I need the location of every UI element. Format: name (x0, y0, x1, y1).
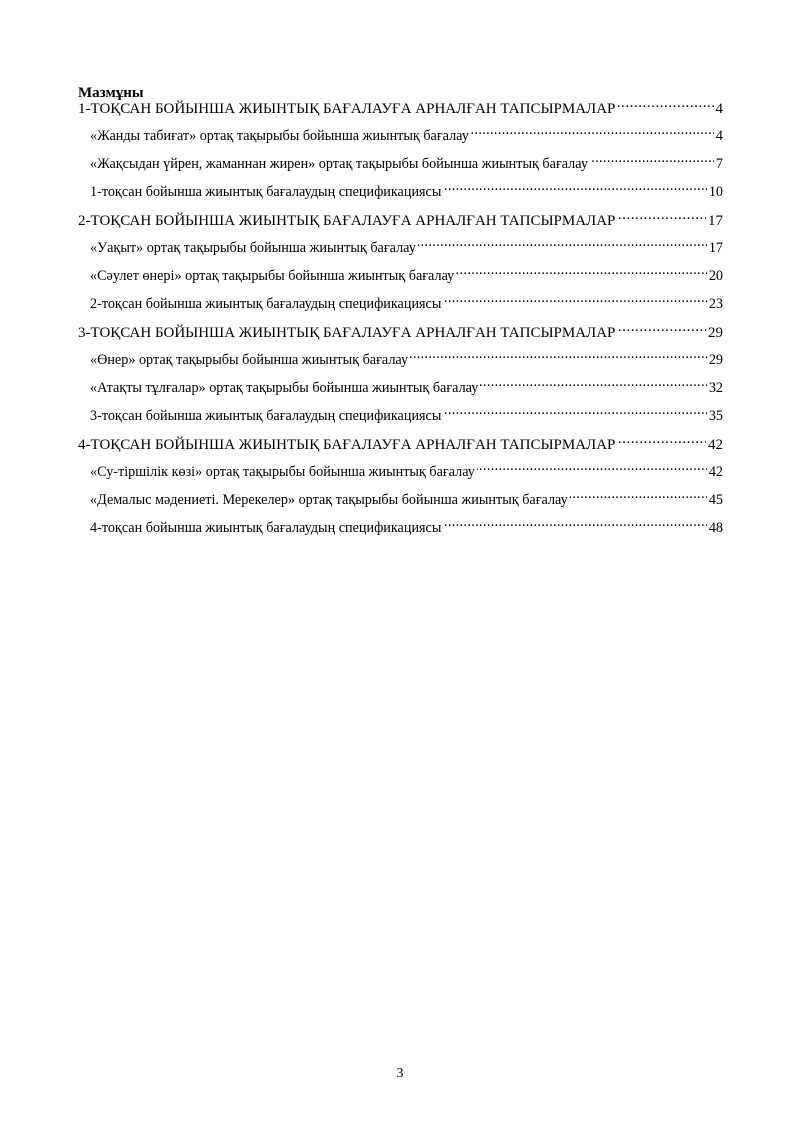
toc-entry-label: «Өнер» ортақ тақырыбы бойынша жиынтық бағалау (90, 352, 409, 369)
toc-dot-leader (480, 378, 706, 392)
toc-entry-page: 29 (708, 325, 723, 341)
toc-dot-leader (617, 322, 706, 337)
toc-entry-label: «Жанды табиғат» ортақ тақырыбы бойынша жиынтық бағалау (90, 128, 469, 145)
toc-dot-leader (617, 210, 706, 225)
toc-entry-label: 4-ТОҚСАН БОЙЫНША ЖИЫНТЫҚ БАҒАЛАУҒА АРНАЛҒАН ТАПСЫРМАЛАР (78, 437, 616, 453)
toc-entry-page: 42 (708, 464, 723, 481)
toc-entry-label: «Уақыт» ортақ тақырыбы бойынша жиынтық бағалау (90, 240, 416, 257)
toc-dot-leader (471, 126, 714, 140)
toc-entry-quarter-2[interactable] (78, 210, 723, 238)
toc-entry[interactable] (78, 238, 723, 266)
toc-entry-page: 48 (708, 520, 723, 537)
toc-dot-leader (590, 154, 714, 168)
toc-entry-page: 29 (708, 352, 723, 369)
toc-entry-label: 1-тоқсан бойынша жиынтық бағалаудың спецификациясы (90, 184, 442, 201)
toc-dot-leader (443, 406, 706, 420)
toc-entry-page: 4 (715, 128, 723, 145)
toc-entry[interactable] (78, 350, 723, 378)
toc-entry-page: 45 (708, 492, 723, 509)
toc-entry-page: 32 (708, 380, 723, 397)
toc-entry-label: 3-тоқсан бойынша жиынтық бағалаудың спецификациясы (90, 408, 442, 425)
toc-entry-quarter-3[interactable] (78, 322, 723, 350)
toc-entry-label: 3-ТОҚСАН БОЙЫНША ЖИЫНТЫҚ БАҒАЛАУҒА АРНАЛҒАН ТАПСЫРМАЛАР (78, 325, 616, 341)
toc-dot-leader (418, 238, 707, 252)
toc-dot-leader (443, 518, 706, 532)
toc-entry[interactable] (78, 490, 723, 518)
toc-entry-label: 1-ТОҚСАН БОЙЫНША ЖИЫНТЫҚ БАҒАЛАУҒА АРНАЛҒАН ТАПСЫРМАЛАР (78, 101, 616, 117)
toc-entry[interactable] (78, 126, 723, 154)
toc-dot-leader (443, 182, 706, 196)
toc-entry-page: 7 (715, 156, 723, 173)
toc-entry-page: 4 (715, 101, 723, 117)
toc-entry-quarter-4[interactable] (78, 434, 723, 462)
toc-entry-page: 17 (708, 240, 723, 257)
toc-dot-leader (617, 98, 713, 113)
toc-dot-leader (617, 434, 706, 449)
page-number: 3 (396, 1066, 404, 1081)
toc-entry[interactable] (78, 294, 723, 322)
toc-entry[interactable] (78, 182, 723, 210)
toc-entry-page: 42 (708, 437, 723, 453)
toc-entry-label: «Сәулет өнері» ортақ тақырыбы бойынша жиынтық бағалау (90, 268, 455, 285)
toc-entry-quarter-1[interactable] (78, 98, 723, 126)
toc-entry-label: 2-ТОҚСАН БОЙЫНША ЖИЫНТЫҚ БАҒАЛАУҒА АРНАЛҒАН ТАПСЫРМАЛАР (78, 213, 616, 229)
toc-title: Мазмұны (78, 85, 144, 101)
toc-dot-leader (570, 490, 707, 504)
toc-dot-leader (410, 350, 707, 364)
toc-entry[interactable] (78, 266, 723, 294)
toc-entry[interactable] (78, 518, 723, 546)
toc-entry-page: 35 (708, 408, 723, 425)
toc-entry[interactable] (78, 154, 723, 182)
table-of-contents (78, 84, 723, 546)
toc-dot-leader (477, 462, 707, 476)
toc-entry-page: 23 (708, 296, 723, 313)
toc-entry-page: 20 (708, 268, 723, 285)
toc-entry-label: 4-тоқсан бойынша жиынтық бағалаудың спецификациясы (90, 520, 442, 537)
toc-entry-label: «Жақсыдан үйрен, жаманнан жирен» ортақ тақырыбы бойынша жиынтық бағалау (90, 156, 588, 173)
toc-list (78, 98, 723, 546)
toc-entry[interactable] (78, 378, 723, 406)
toc-dot-leader (443, 294, 706, 308)
toc-entry-page: 10 (708, 184, 723, 201)
toc-entry[interactable] (78, 462, 723, 490)
toc-entry-page: 17 (708, 213, 723, 229)
toc-entry-label: «Демалыс мәдениеті. Мерекелер» ортақ тақырыбы бойынша жиынтық бағалау (90, 492, 568, 509)
toc-entry-label: «Атақты тұлғалар» ортақ тақырыбы бойынша жиынтық бағалау (90, 380, 479, 397)
toc-dot-leader (456, 266, 707, 280)
toc-entry-label: 2-тоқсан бойынша жиынтық бағалаудың спецификациясы (90, 296, 442, 313)
toc-entry[interactable] (78, 406, 723, 434)
toc-entry-label: «Су-тіршілік көзі» ортақ тақырыбы бойынша жиынтық бағалау (90, 464, 475, 481)
